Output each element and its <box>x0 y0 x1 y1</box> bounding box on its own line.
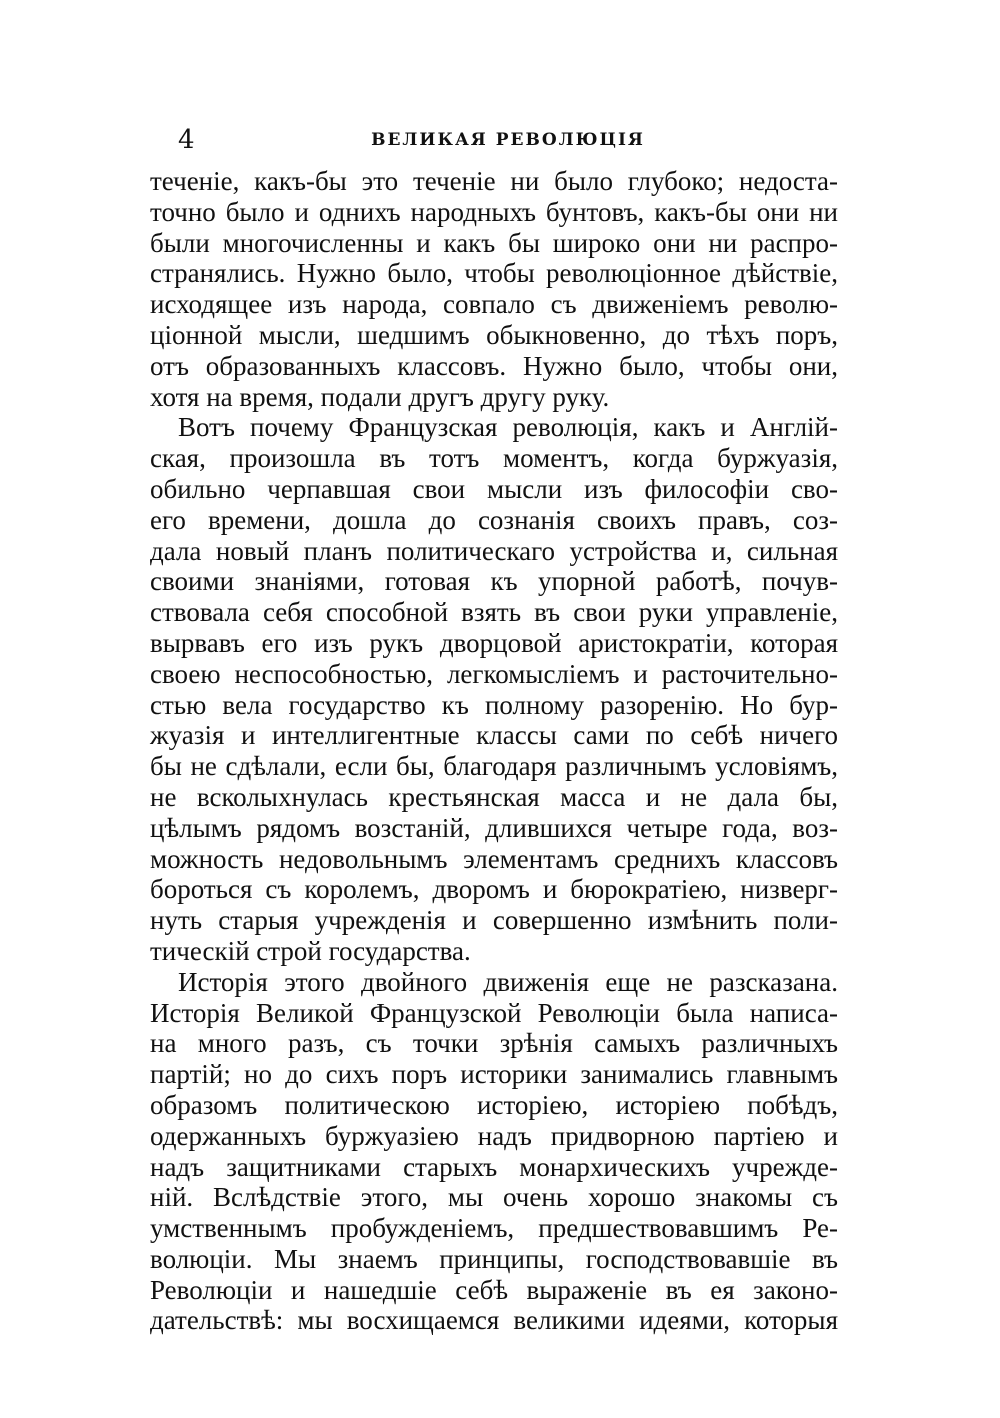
page-header <box>178 120 838 160</box>
text-line: жуазія и интеллигентные классы сами по себѣ ничего <box>150 720 838 751</box>
text-line: образомъ политическою исторіею, исторіею побѣдъ, <box>150 1089 838 1120</box>
text-line: Вотъ почему Французская революція, какъ и Англій- <box>178 412 838 443</box>
text-line: ціонной мысли, шедшимъ обыкновенно, до тѣхъ поръ, <box>150 319 838 350</box>
text-line: исходящее изъ народа, совпало съ движеніемъ револю- <box>150 289 838 320</box>
text-line: одержанныхъ буржуазіею надъ придворною партіею и <box>150 1120 838 1151</box>
text-line: были многочисленны и какъ бы широко они ни распро- <box>150 227 838 258</box>
text-line: дала новый планъ политическаго устройства и, сильная <box>150 535 838 566</box>
text-line: отъ образованныхъ классовъ. Нужно было, чтобы они, <box>150 350 838 381</box>
text-line: дательствѣ: мы восхищаемся великими идеями, которыя <box>150 1305 838 1336</box>
text-line: нуть старыя учрежденія и совершенно измѣнить поли- <box>150 905 838 936</box>
text-line: не всколыхнулась крестьянская масса и не дала бы, <box>150 781 838 812</box>
running-head: ВЕЛИКАЯ РЕВОЛЮЦІЯ <box>371 130 645 150</box>
text-line: точно было и однихъ народныхъ бунтовъ, какъ-бы они ни <box>150 196 838 227</box>
text-line: стью вела государство къ полному разоренію. Но бур- <box>150 689 838 720</box>
text-line: ній. Вслѣдствіе этого, мы очень хорошо знакомы съ <box>150 1182 838 1213</box>
text-line: странялись. Нужно было, чтобы революціонное дѣйствіе, <box>150 258 838 289</box>
text-line: умственнымъ пробужденіемъ, предшествовавшимъ Ре- <box>150 1213 838 1244</box>
text-line: волюціи. Мы знаемъ принципы, господствовавшіе въ <box>150 1243 838 1274</box>
text-line: бы не сдѣлали, если бы, благодаря различнымъ условіямъ, <box>150 751 838 782</box>
text-line: надъ защитниками старыхъ монархическихъ учрежде- <box>150 1151 838 1182</box>
text-line: можность недовольнымъ элементамъ среднихъ классовъ <box>150 843 838 874</box>
page-number: 4 <box>178 125 195 155</box>
text-line: на много разъ, съ точки зрѣнія самыхъ различныхъ <box>150 1028 838 1059</box>
text-line: обильно черпавшая свои мысли изъ философіи сво- <box>150 473 838 504</box>
text-line: бороться съ королемъ, дворомъ и бюрократіею, низверг- <box>150 874 838 905</box>
text-line: Исторія Великой Французской Революціи была написа- <box>150 997 838 1028</box>
text-line: ствовала себя способной взять въ свои руки управленіе, <box>150 597 838 628</box>
text-line: хотя на время, подали другъ другу руку. <box>150 381 610 412</box>
text-line: вырвавъ его изъ рукъ дворцовой аристократіи, которая <box>150 627 838 658</box>
text-line: ская, произошла въ тотъ моментъ, когда буржуазія, <box>150 443 838 474</box>
text-line: партій; но до сихъ поръ историки занимались главнымъ <box>150 1059 838 1090</box>
text-line: тическій строй государства. <box>150 935 471 966</box>
text-line: своими знаніями, готовая къ упорной работѣ, почув- <box>150 566 838 597</box>
text-line: своею неспособностью, легкомысліемъ и расточительно- <box>150 658 838 689</box>
text-line: Революціи и нашедшіе себѣ выраженіе въ ея законо- <box>150 1274 838 1305</box>
text-line: цѣлымъ рядомъ возстаній, длившихся четыре года, воз- <box>150 812 838 843</box>
text-line: Исторія этого двойного движенія еще не разсказана. <box>178 966 838 997</box>
text-line: теченіе, какъ-бы это теченіе ни было глубоко; недоста- <box>150 166 838 196</box>
body-text <box>150 166 838 1336</box>
text-line: его времени, дошла до сознанія своихъ правъ, соз- <box>150 504 838 535</box>
